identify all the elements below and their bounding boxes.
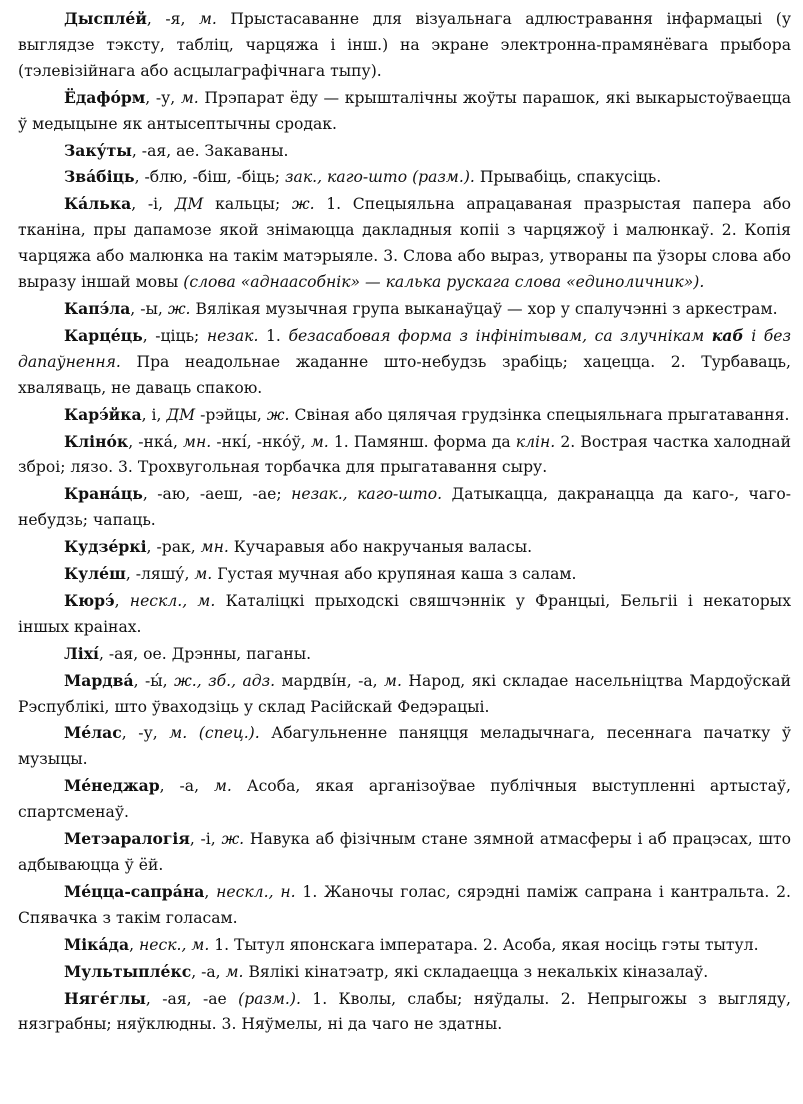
entry-text: 2. Вострая частка халоднай зброі; лязо. 3. Трохвугольная торбачка для прыгатавання сыру.: [18, 432, 791, 477]
entry-text: 1.: [258, 326, 289, 345]
entry-text: ж.: [221, 830, 245, 849]
entry-headword: Карце́ць: [64, 325, 143, 345]
dictionary-entry: [18, 986, 791, 1039]
entry-headword: Кліно́к: [64, 431, 129, 451]
dictionary-entry: [18, 138, 791, 165]
entry-text: мн.: [200, 538, 229, 557]
entry-text: нескл., н.: [216, 882, 296, 901]
dictionary-entry: [18, 402, 791, 429]
entry-text: 1. Памянш. форма да: [328, 432, 516, 451]
entry-text: м.: [194, 565, 213, 584]
entry-text: , -ціць;: [142, 326, 207, 345]
entry-headword: Крана́ць: [64, 484, 143, 504]
entry-text: м.: [180, 88, 199, 107]
entry-text: Прэпарат ёду — крышталічны жоўты парашок, які выкарыстоўваецца ў медыцыне як антысептычны сродак.: [18, 88, 791, 133]
entry-headword: Кудзе́ркі: [64, 537, 147, 557]
entry-headword: Ка́лька: [64, 194, 132, 214]
dictionary-entry: [18, 429, 791, 482]
entry-text: Прыстасаванне для візуальнага адлюстравання інфармацыі (у выглядзе тэксту, табліц, чарцяжа і інш.) на экране электронна-прамянёвага прыбора (тэлевізійнага або асцылаграфічнага тыпу).: [18, 10, 791, 80]
entry-text: ж., зб., адз.: [174, 671, 276, 690]
entry-text: 1. Жаночы голас, сярэдні паміж сапрана і кантральта. 2. Спявачка з такім голасам.: [18, 882, 791, 927]
dictionary-entry: [18, 164, 791, 191]
entry-headword: Міка́да: [64, 934, 130, 954]
entry-text: м.: [225, 962, 244, 981]
entry-text: Асоба, якая арганізоўвае публічныя выступленні артыстаў, спартсменаў.: [18, 777, 791, 822]
entry-text: Вялікі кінатэатр, які складаецца з некалькіх кіназалаў.: [243, 962, 709, 981]
entry-headword: Ме́цца-сапра́на: [64, 881, 205, 901]
entry-text: , -у,: [145, 88, 181, 107]
entry-text: незак.: [206, 326, 259, 345]
entry-headword: Мультыпле́кс: [64, 961, 192, 981]
entry-text: Свіная або цялячая грудзінка спецыяльнага прыгатавання.: [289, 405, 790, 424]
dictionary-entry: [18, 720, 791, 773]
entry-text: Народ, які складае насельніцтва Мардоўскай Рэспублікі, што ўваходзіць у склад Расійскай Федэрацыі.: [18, 671, 791, 716]
entry-text: 1. Кволы, слабы; няўдалы. 2. Непрыгожы з выгляду, нязграбны; няўклюдны. 3. Няўмелы, ні да чаго не здатны.: [18, 989, 791, 1034]
entry-text: і без дапаўнення.: [18, 326, 791, 371]
entry-headword: Ме́неджар: [64, 776, 160, 796]
entry-text: клін.: [515, 432, 556, 451]
dictionary-entry: [18, 191, 791, 296]
entry-text: ДМ: [174, 195, 204, 214]
dictionary-entry: [18, 481, 791, 534]
entry-text: , -ая, ое. Дрэнны, паганы.: [98, 644, 312, 663]
entry-text: , -рак,: [146, 538, 201, 557]
entry-text: , -у,: [121, 724, 170, 743]
entry-text: каб: [711, 325, 744, 345]
entry-text: незак., каго-што.: [291, 485, 443, 504]
entry-text: , -ая, -ае: [145, 989, 239, 1008]
entry-headword: Карэ́йка: [64, 404, 142, 424]
entry-text: (слова «аднаасобнік» — калька рускага слова «единоличник»).: [183, 273, 705, 292]
entry-headword: Ёдафо́рм: [64, 87, 146, 107]
entry-text: неск., м.: [138, 935, 210, 954]
dictionary-entry: [18, 561, 791, 588]
dictionary-entry: [18, 641, 791, 668]
entry-text: ,: [114, 591, 130, 610]
entry-text: , -ая, ае. Закаваны.: [131, 141, 289, 160]
entry-headword: Ліхі́: [64, 643, 99, 663]
dictionary-entry: [18, 668, 791, 721]
entry-headword: Куле́ш: [64, 564, 126, 584]
dictionary-entry: [18, 879, 791, 932]
dictionary-entry: [18, 6, 791, 85]
entry-text: , і,: [141, 405, 167, 424]
entry-text: -рэйцы,: [195, 405, 267, 424]
entry-headword: Зва́біць: [64, 167, 135, 187]
entry-text: 1. Спецыяльна апрацаваная празрыстая папера або тканіна, пры дапамозе якой знімаюцца дакладныя копіі з чарцяжоў і малюнкаў. 2. Копія чарцяжа або малюнка на такім матэрыяле. 3. Слова або выраз, утвораны па ўзоры слова або выразу іншай мовы: [18, 195, 791, 292]
dictionary-entry: [18, 932, 791, 959]
entry-text: ж.: [167, 299, 191, 318]
entry-text: безасабовая форма з інфінітывам, са злучнікам: [288, 326, 712, 345]
dictionary-entry: [18, 85, 791, 138]
entry-headword: Няге́глы: [64, 988, 146, 1008]
entry-headword: Капэ́ла: [64, 298, 131, 318]
entry-text: кальцы;: [203, 195, 292, 214]
entry-headword: Метэаралогія: [64, 829, 190, 849]
entry-text: ,: [204, 882, 217, 901]
entry-text: Кучаравыя або накручаныя валасы.: [228, 538, 533, 557]
entry-text: ДМ: [166, 405, 196, 424]
entry-text: , -аю, -аеш, -ае;: [142, 485, 292, 504]
entry-text: Густая мучная або крупяная каша з салам.: [212, 565, 577, 584]
entry-text: , -ы,: [130, 299, 168, 318]
entry-text: м.: [198, 10, 217, 28]
entry-headword: Заку́ты: [64, 140, 132, 160]
entry-text: , -а,: [191, 962, 226, 981]
entry-headword: Кюрэ́: [64, 590, 115, 610]
entry-text: Навука аб фізічным стане зямной атмасферы і аб працэсах, што адбываюцца ў ёй.: [18, 830, 791, 874]
entry-text: м. (спец.).: [169, 724, 260, 743]
entry-text: (разм.).: [238, 989, 301, 1008]
entry-text: , -і,: [131, 195, 175, 214]
entry-text: зак., каго-што (разм.).: [285, 168, 475, 187]
dictionary-entry: [18, 773, 791, 826]
dictionary-entry: [18, 588, 791, 641]
entry-text: , -і,: [189, 830, 222, 849]
entry-text: Абагульненне паняцця меладычнага, песеннага пачатку ў музыцы.: [18, 724, 792, 769]
entry-text: ,: [129, 935, 139, 954]
entry-headword: Ме́лас: [64, 723, 122, 743]
entry-text: 1. Тытул японскага імператара. 2. Асоба, якая носіць гэты тытул.: [209, 935, 759, 954]
entry-text: м.: [384, 671, 402, 690]
dictionary-entry: [18, 296, 791, 323]
dictionary-entry: [18, 534, 791, 561]
entry-text: -нкі́, -нко́ў,: [211, 432, 311, 451]
entry-text: , -я,: [146, 10, 199, 28]
entry-text: , -блю, -біш, -біць;: [134, 168, 286, 187]
entry-text: мардві́н, -а,: [275, 671, 385, 690]
entry-text: Вялікая музычная група выканаўцаў — хор у спалучэнні з аркестрам.: [190, 299, 778, 318]
entry-text: ж.: [291, 195, 315, 214]
entry-text: м.: [213, 777, 232, 796]
entry-text: м.: [310, 432, 329, 451]
entry-text: Каталіцкі прыходскі свяшчэннік у Францыі, Бельгіі і некаторых іншых краінах.: [18, 591, 791, 636]
entry-text: Датыкацца, дакранацца да каго-, чаго-небудзь; чапаць.: [18, 485, 791, 530]
entry-text: нескл., м.: [129, 591, 216, 610]
entry-headword: Дыспле́й: [64, 9, 147, 28]
entry-text: , -а,: [159, 777, 214, 796]
entry-text: , -нка́,: [128, 432, 184, 451]
dictionary-entry: [18, 323, 791, 402]
dictionary-entry: [18, 826, 791, 879]
entry-text: , -ы́,: [133, 671, 175, 690]
entry-text: Пра неадольнае жаданне што-небудзь зрабіць; хацецца. 2. Турбаваць, хваляваць, не даваць спакою.: [18, 352, 791, 397]
entry-text: ж.: [266, 405, 290, 424]
dictionary-entry: [18, 959, 791, 986]
entry-headword: Мардва́: [64, 670, 134, 690]
entry-text: мн.: [183, 432, 212, 451]
entry-text: , -ляшу́,: [125, 565, 195, 584]
entry-text: Прывабіць, спакусіць.: [474, 168, 662, 187]
